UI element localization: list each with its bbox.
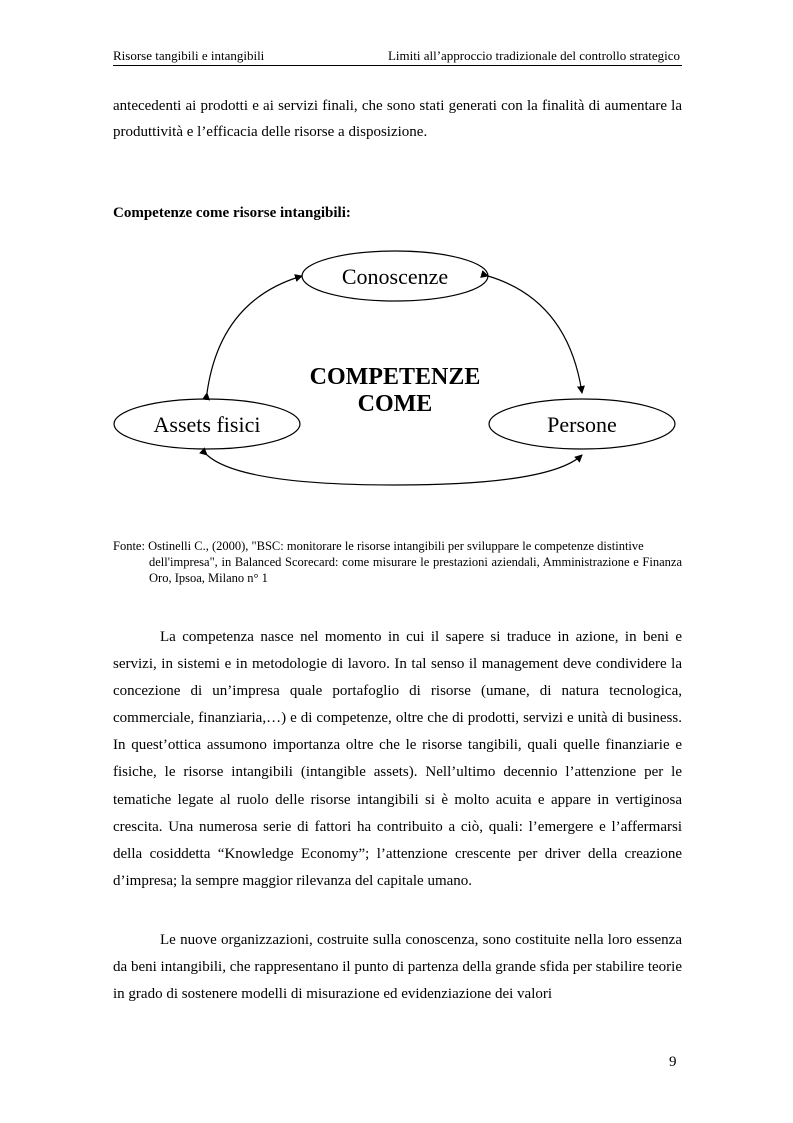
page-number: 9 <box>669 1054 677 1070</box>
center-label-line1: COMPETENZE <box>309 364 481 390</box>
center-label-line2: COME <box>357 391 433 417</box>
competence-diagram <box>100 240 690 500</box>
node-persone-label: Persone <box>547 412 617 437</box>
source-first-line: Fonte: Ostinelli C., (2000), "BSC: monitorare le risorse intangibili per sviluppare le competenze distintive <box>113 539 644 553</box>
intro-paragraph: antecedenti ai prodotti e ai servizi finali, che sono stati generati con la finalità di aumentare la produttività e l’efficacia delle risorse a disposizione. <box>113 98 682 140</box>
source-continuation: dell'impresa", in Balanced Scorecard: come misurare le prestazioni aziendali, Amministrazione e Finanza Oro, Ipsoa, Milano n° 1 <box>149 555 682 585</box>
header-chapter-title: Risorse tangibili e intangibili <box>113 48 265 63</box>
body-paragraph-3: Le nuove organizzazioni, costruite sulla conoscenza, sono costituite nella loro essenza da beni intangibili, che rappresentano il punto di partenza della grande sfida per stabilire teorie in grado di sostenere modelli di misurazione ed evidenziazione dei valori <box>113 932 682 1003</box>
node-conoscenze-label: Conoscenze <box>341 264 449 289</box>
section-heading: Competenze come risorse intangibili: <box>113 205 351 221</box>
body-paragraph-2: La competenza nasce nel momento in cui il sapere si traduce in azione, in beni e servizi, in sistemi e in metodologie di lavoro. In tal senso il management deve condividere la concezione di un’impresa quale portafoglio di risorse (umane, di natura tecnologica, commerciale, finanziaria,…) e di competenze, oltre che di prodotti, servizi e unità di business. In quest’ottica assumono importanza oltre che le risorse tangibili, quali quelle finanziarie e fisiche, le risorse intangibili (intangible assets). Nell’ultimo decennio l’attenzione per le tematiche legate al ruolo delle risorse intangibili si è molto acuita e appare in vertiginosa crescita. Una numerosa serie di fattori ha contribuito a ciò, quali: l’emergere e l’affermarsi della cosiddetta “Knowledge Economy”; l’attenzione crescente per driver della creazione d’impresa; la sempre maggior rilevanza del capitale umano. <box>113 629 682 889</box>
figure-source-note <box>113 538 682 586</box>
arrow-assets-conoscenze <box>207 276 302 393</box>
node-assets-fisici-label: Assets fisici <box>153 412 261 437</box>
arrow-assets-persone <box>207 455 582 485</box>
running-header <box>113 47 682 66</box>
header-section-title: Limiti all’approccio tradizionale del controllo strategico <box>387 48 680 63</box>
arrow-conoscenze-persone <box>488 276 582 393</box>
